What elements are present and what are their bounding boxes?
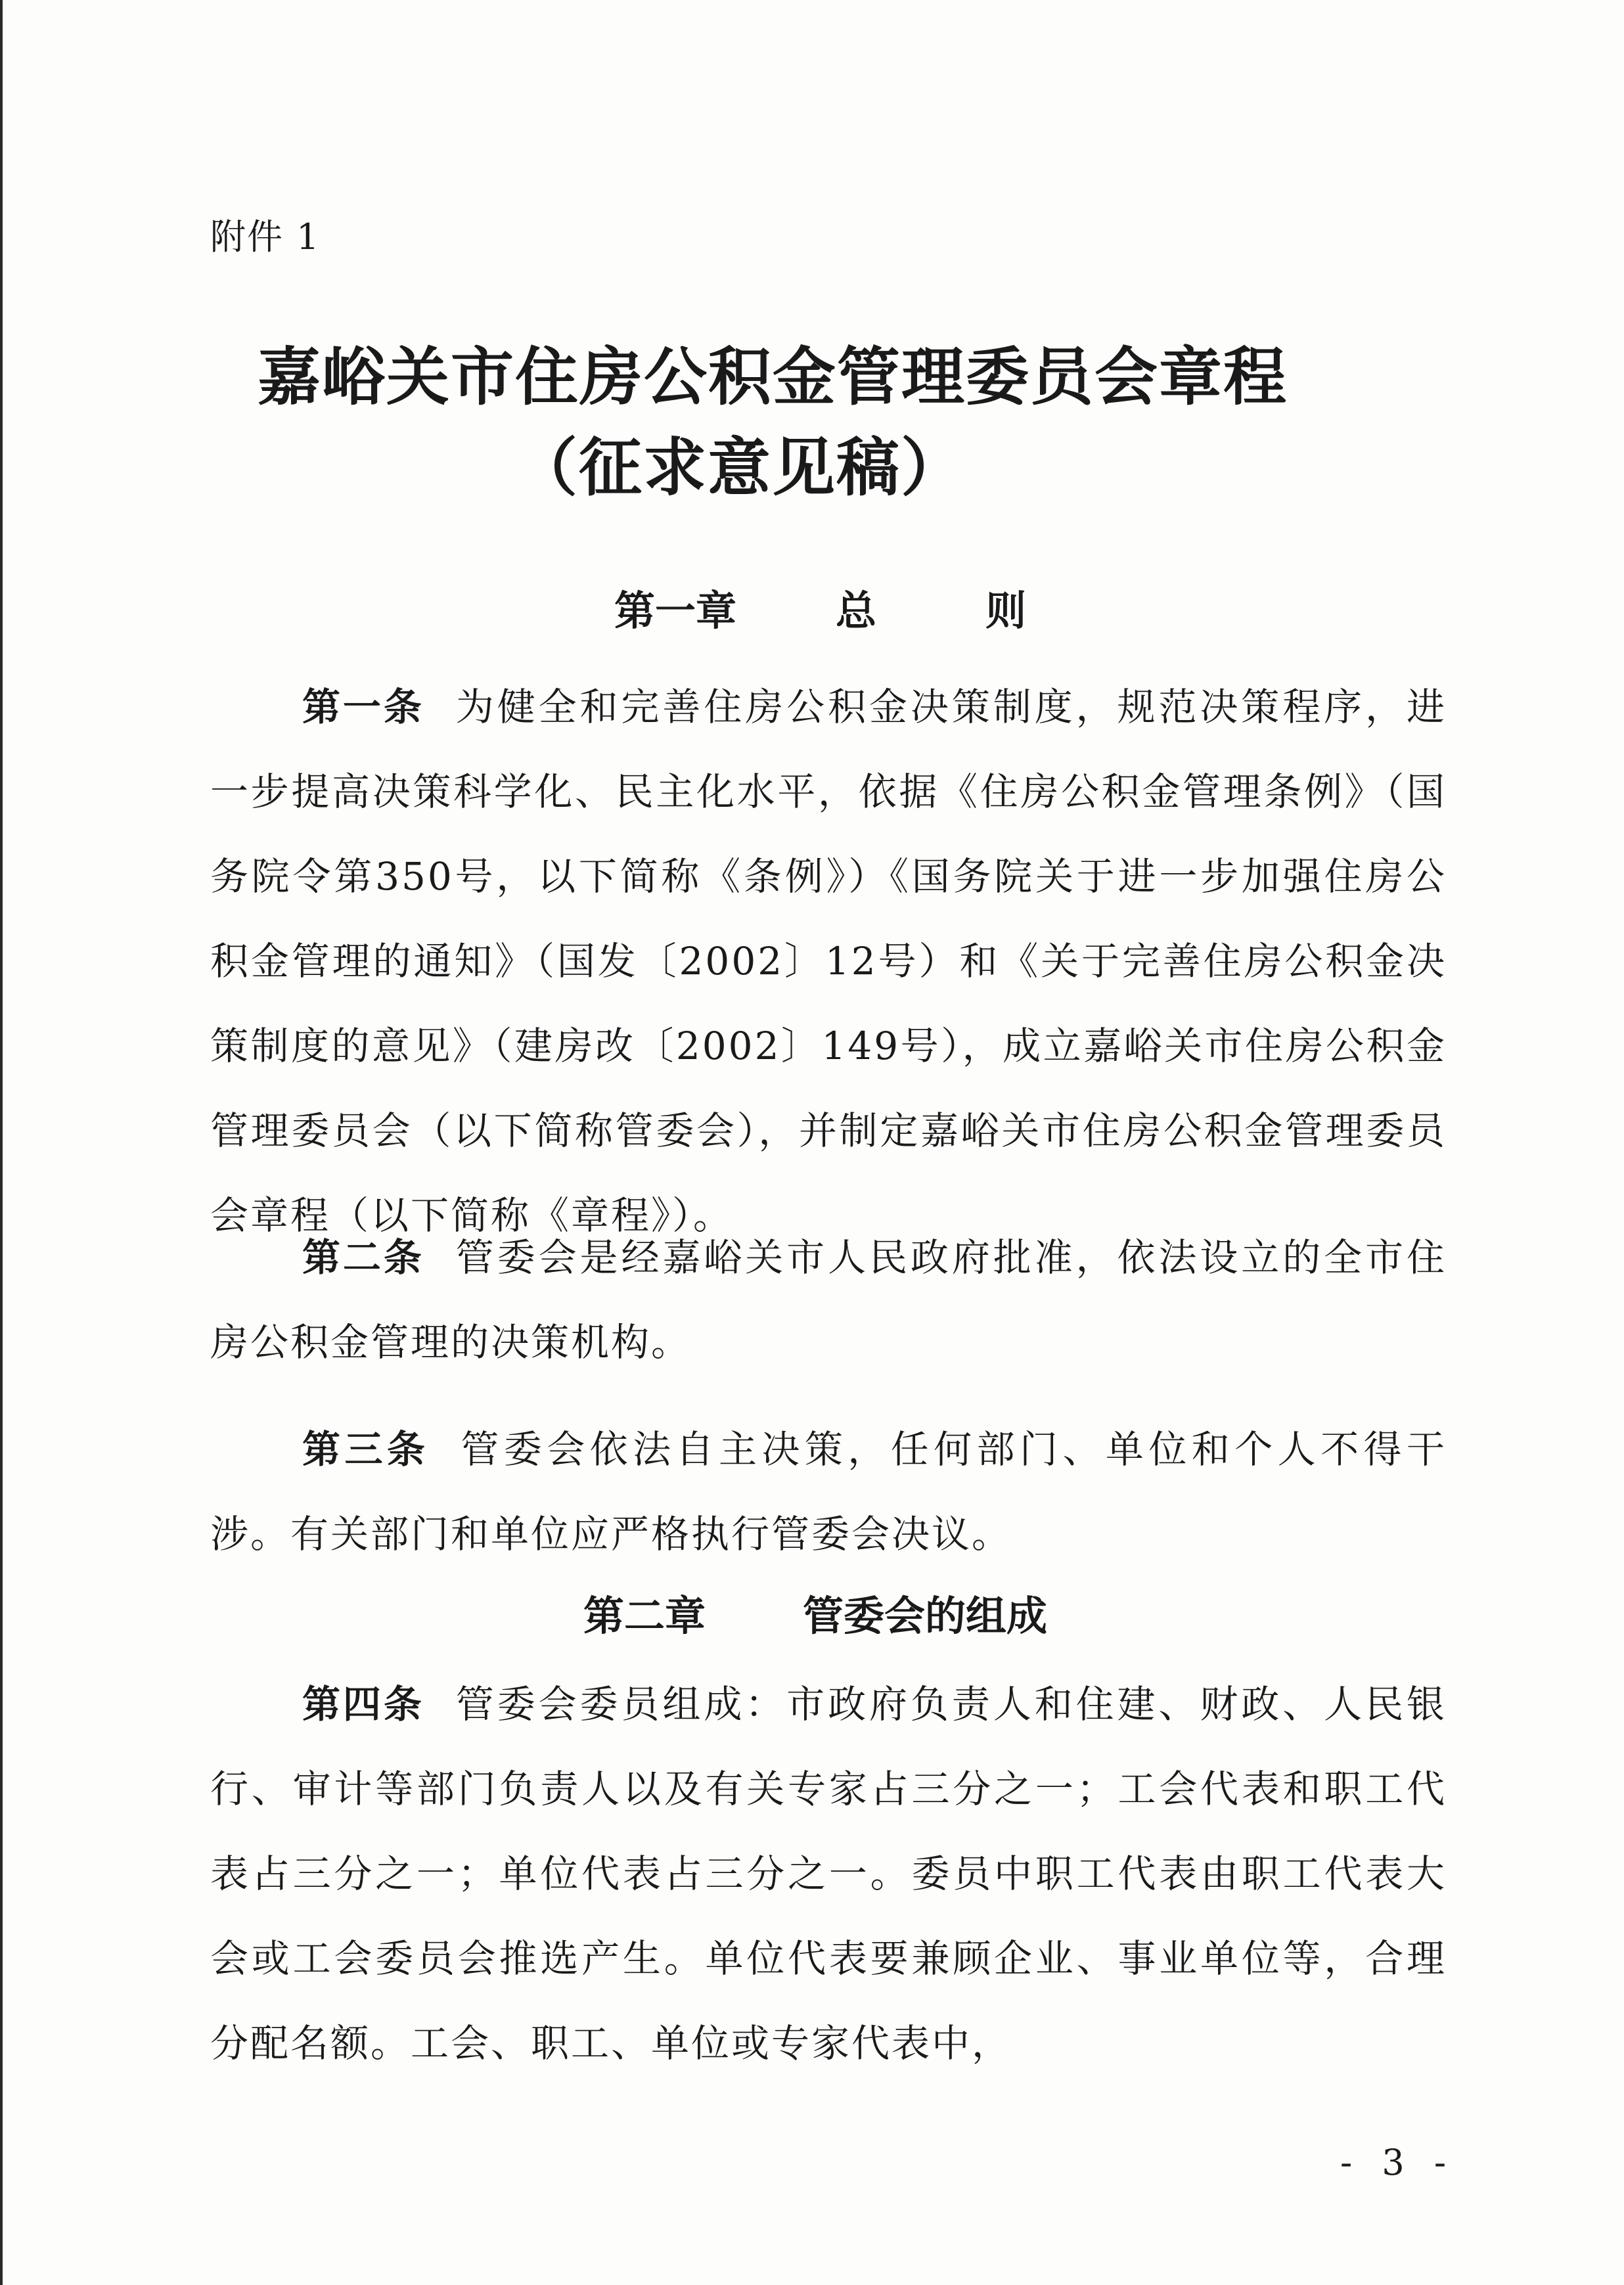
article-1-label: 第一条 [302, 685, 424, 729]
article-2-text: 管委会是经嘉峪关市人民政府批准，依法设立的全市住房公积金管理的决策机构。 [210, 1235, 1447, 1365]
article-3-label: 第三条 [302, 1427, 430, 1472]
article-1 [210, 665, 1447, 1258]
chapter-2-name: 管委会的组成 [803, 1592, 1048, 1640]
chapter-1-name-part2: 则 [985, 587, 1027, 635]
chapter-1-name-part1: 总 [836, 587, 877, 635]
article-1-text: 为健全和完善住房公积金决策制度，规范决策程序，进一步提高决策科学化、民主化水平，依据《住房公积金管理条例》（国务院令第350号，以下简称《条例》）《国务院关于进一步加强住房公积金管理的通知》（国发〔2002〕12号）和《关于完善住房公积金决策制度的意见》（建房改〔2002〕149号），成立嘉峪关市住房公积金管理委员会（以下简称管委会），并制定嘉峪关市住房公积金管理委员会章程（以下简称《章程》）。 [210, 685, 1447, 1238]
page-number: - 3 - [1340, 2142, 1456, 2183]
chapter-1-number: 第一章 [614, 587, 737, 635]
article-4 [210, 1662, 1447, 2086]
attachment-label: 附件 1 [210, 216, 321, 258]
document-subtitle: （征求意见稿） [514, 431, 965, 505]
chapter-2-heading [0, 1583, 1624, 1640]
article-3-text: 管委会依法自主决策，任何部门、单位和个人不得干涉。有关部门和单位应严格执行管委会决议。 [210, 1427, 1447, 1556]
article-4-text: 管委会委员组成：市政府负责人和住建、财政、人民银行、审计等部门负责人以及有关专家占三分之一；工会代表和职工代表占三分之一；单位代表占三分之一。委员中职工代表由职工代表大会或工会委员会推选产生。单位代表要兼顾企业、事业单位等，合理分配名额。工会、职工、单位或专家代表中， [210, 1682, 1447, 2066]
document-title: 嘉峪关市住房公积金管理委员会章程 [258, 340, 1288, 414]
chapter-2-number: 第二章 [583, 1592, 706, 1640]
chapter-1-heading [0, 578, 1624, 635]
article-2 [210, 1215, 1447, 1385]
article-2-label: 第二条 [302, 1235, 424, 1280]
article-3 [210, 1407, 1447, 1577]
article-4-label: 第四条 [302, 1682, 424, 1727]
